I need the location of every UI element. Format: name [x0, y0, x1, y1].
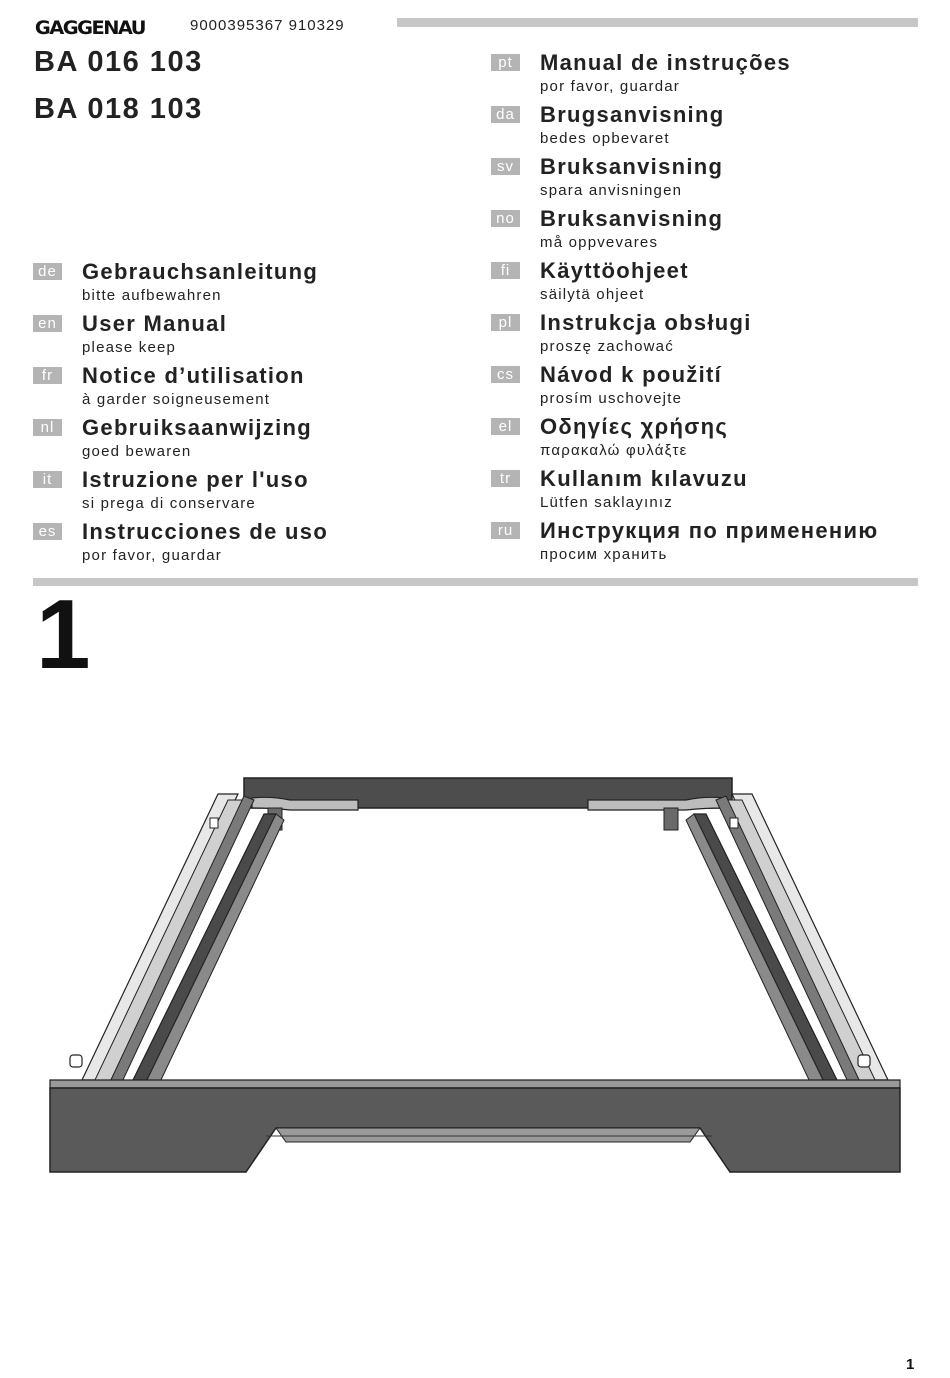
language-subtitle: spara anvisningen — [540, 182, 683, 199]
language-code: it — [33, 471, 62, 488]
language-title: User Manual — [82, 311, 228, 336]
section-divider — [33, 578, 918, 586]
language-title: Instrukcja obsługi — [540, 310, 752, 335]
language-subtitle: à garder soigneusement — [82, 391, 271, 408]
language-code: fi — [491, 262, 520, 279]
language-title: Gebrauchsanleitung — [82, 259, 319, 284]
document-number: 9000395367 910329 — [190, 17, 345, 34]
figure-number: 1 — [36, 579, 91, 689]
language-title: Käyttöohjeet — [540, 258, 689, 283]
language-subtitle: bedes opbevaret — [540, 130, 670, 147]
language-code: de — [33, 263, 62, 280]
language-subtitle: prosím uschovejte — [540, 390, 683, 407]
language-subtitle: proszę zachować — [540, 338, 674, 355]
language-title: Istruzione per l'uso — [82, 467, 309, 492]
language-code: sv — [491, 158, 520, 175]
brand-logo: GAGGENAU — [34, 17, 146, 39]
language-code: pt — [491, 54, 520, 71]
language-code: el — [491, 418, 520, 435]
language-code: nl — [33, 419, 62, 436]
language-code: es — [33, 523, 62, 540]
language-title: Brugsanvisning — [540, 102, 725, 127]
language-subtitle: bitte aufbewahren — [82, 287, 222, 304]
language-title: Instrucciones de uso — [82, 519, 329, 544]
language-code: da — [491, 106, 520, 123]
front-plinth — [50, 1080, 900, 1172]
base-frame-drawing — [40, 770, 910, 1180]
language-subtitle: säilytä ohjeet — [540, 286, 645, 303]
model-number: BA 018 103 — [34, 93, 203, 125]
language-title: Bruksanvisning — [540, 154, 724, 179]
page-number: 1 — [906, 1356, 915, 1373]
language-subtitle: παρακαλώ φυλάξτε — [540, 442, 688, 459]
back-crossbar — [244, 778, 732, 830]
language-code: pl — [491, 314, 520, 331]
language-subtitle: please keep — [82, 339, 177, 356]
language-subtitle: må oppvevares — [540, 234, 659, 251]
language-subtitle: por favor, guardar — [540, 78, 681, 95]
language-title: Инструкция по применению — [540, 518, 879, 543]
left-rail — [70, 794, 284, 1082]
language-code: fr — [33, 367, 62, 384]
language-code: tr — [491, 470, 520, 487]
language-subtitle: si prega di conservare — [82, 495, 256, 512]
model-number: BA 016 103 — [34, 46, 203, 78]
language-code: en — [33, 315, 62, 332]
language-code: cs — [491, 366, 520, 383]
language-subtitle: por favor, guardar — [82, 547, 223, 564]
language-subtitle: goed bewaren — [82, 443, 192, 460]
language-title: Bruksanvisning — [540, 206, 724, 231]
right-rail — [686, 794, 888, 1082]
language-code: no — [491, 210, 520, 227]
language-subtitle: просим хранить — [540, 546, 668, 563]
language-title: Kullanım kılavuzu — [540, 466, 748, 491]
language-title: Návod k použití — [540, 362, 723, 387]
language-title: Manual de instruções — [540, 50, 791, 75]
language-subtitle: Lütfen saklayınız — [540, 494, 673, 511]
top-divider — [397, 18, 918, 27]
language-title: Gebruiksaanwijzing — [82, 415, 313, 440]
language-title: Notice d’utilisation — [82, 363, 305, 388]
language-code: ru — [491, 522, 520, 539]
language-title: Οδηγίες χρήσης — [540, 414, 729, 439]
